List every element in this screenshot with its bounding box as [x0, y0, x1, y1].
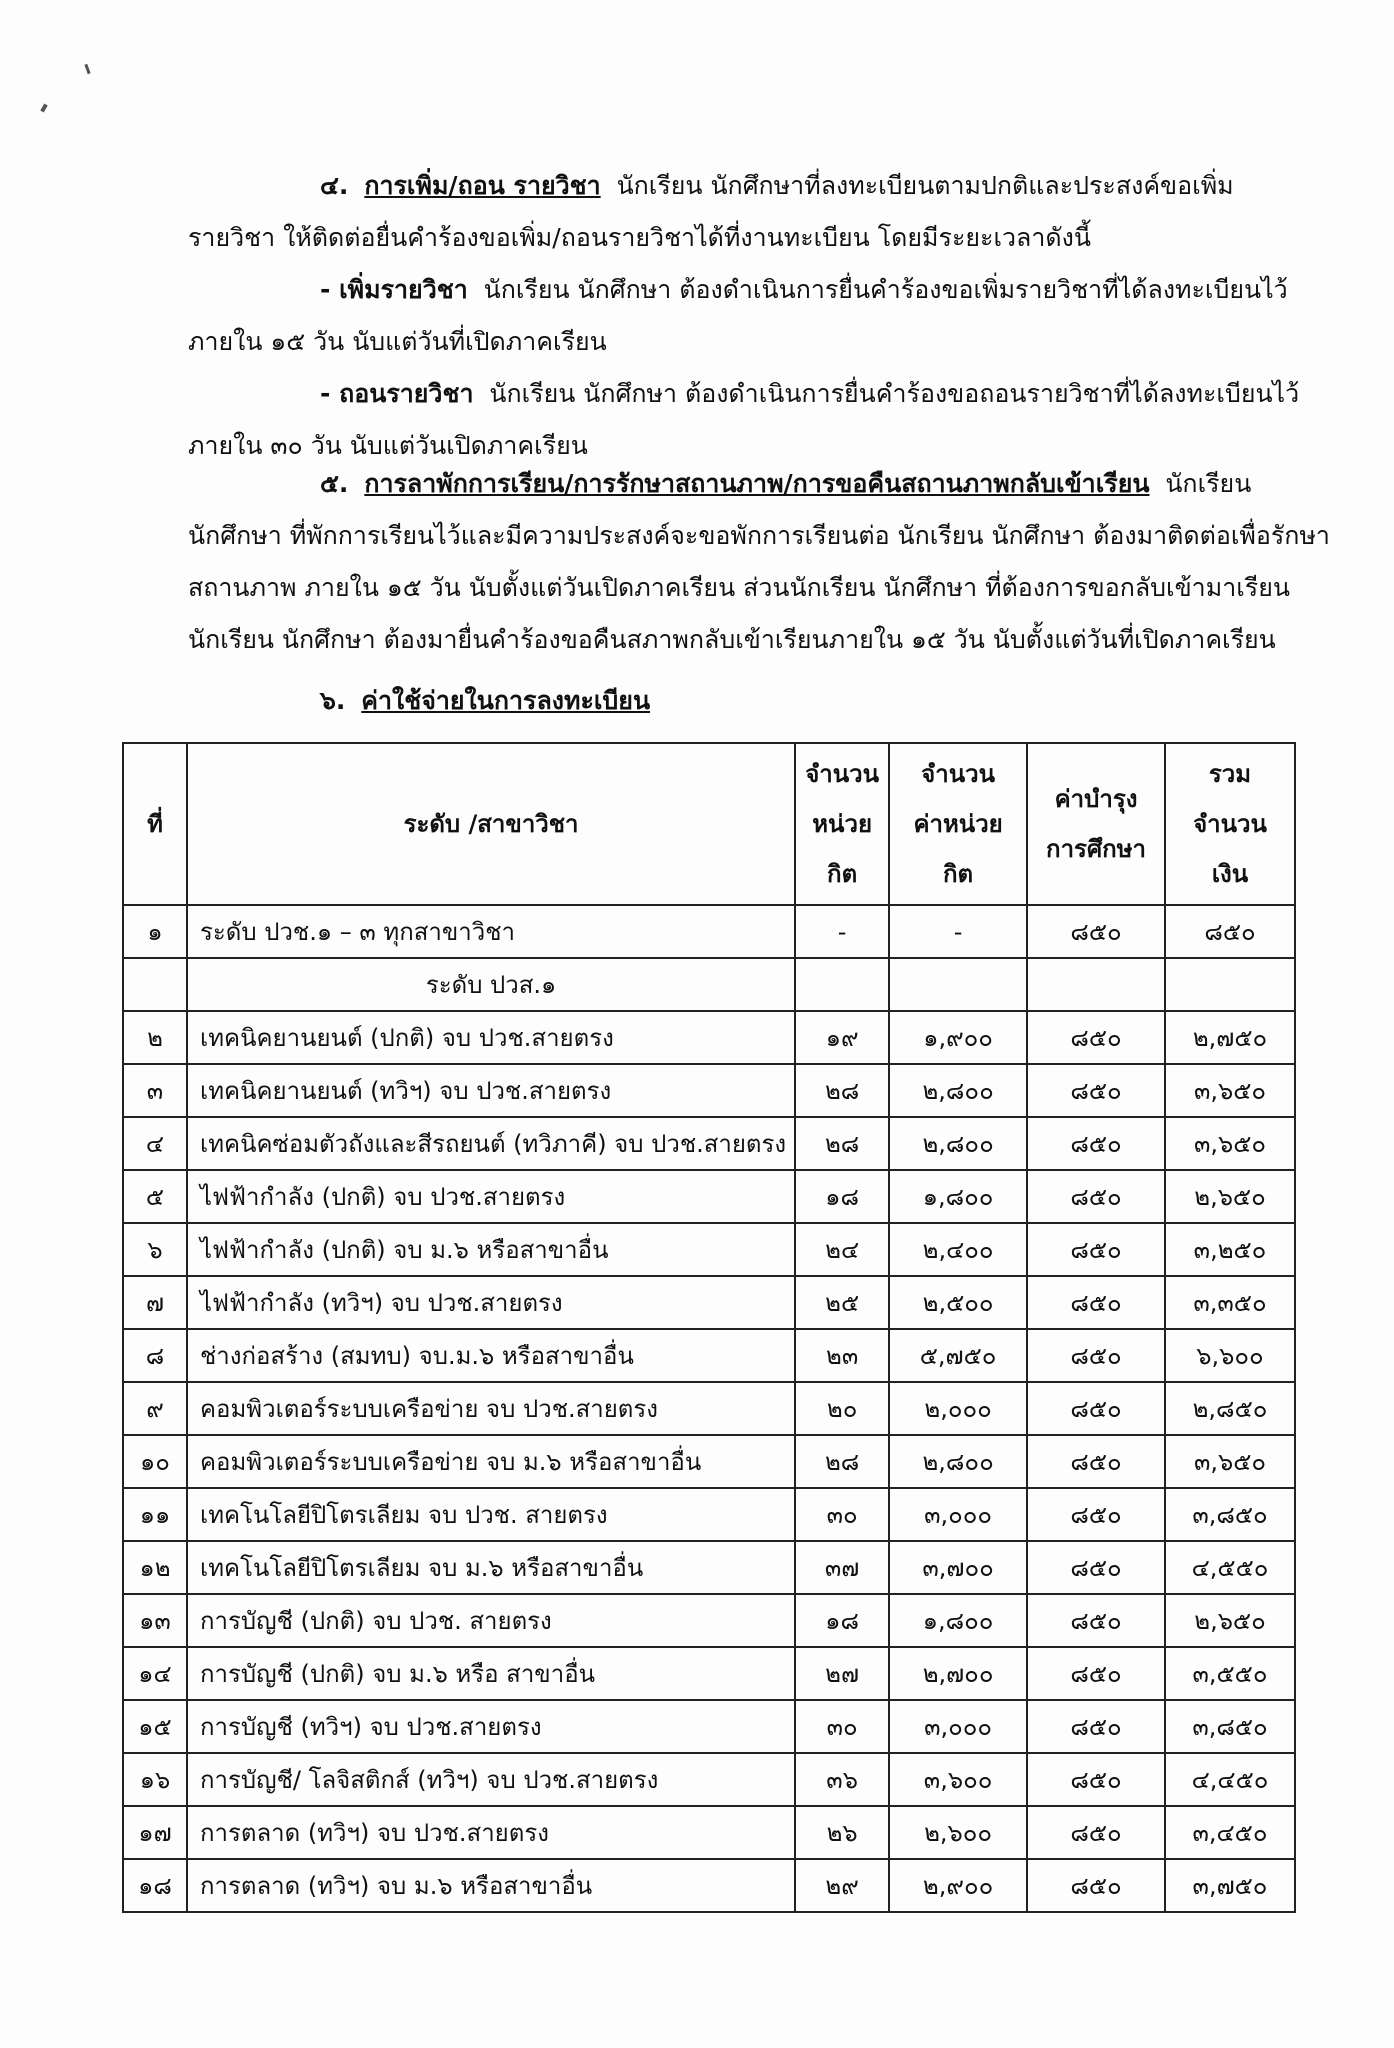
cell-program: ระดับ ปวช.๑ – ๓ ทุกสาขาวิชา [187, 905, 795, 958]
drop-course-text: นักเรียน นักศึกษา ต้องดำเนินการยื่นคำร้องขอถอนรายวิชาที่ได้ลงทะเบียนไว้ [489, 379, 1300, 408]
cell-tuition: ๘๕๐ [1027, 1594, 1165, 1647]
cell-units: ๒๙ [795, 1859, 889, 1912]
table-row [123, 1276, 1295, 1329]
section-5-line-4: นักเรียน นักศึกษา ต้องมายื่นคำร้องขอคืนสภาพกลับเข้าเรียนภายใน ๑๕ วัน นับตั้งแต่วันที่เปิดภาคเรียน [188, 625, 1276, 654]
header-unit-fee-l3: กิต [943, 860, 974, 888]
cell-total: ๓,๗๕๐ [1165, 1859, 1295, 1912]
cell-total: ๖,๖๐๐ [1165, 1329, 1295, 1382]
header-units-l1: จำนวน [805, 760, 880, 788]
scan-mark [84, 64, 90, 74]
cell-program: การบัญชี (ทวิฯ) จบ ปวช.สายตรง [187, 1700, 795, 1753]
table-row [123, 1011, 1295, 1064]
table-row [123, 1064, 1295, 1117]
section-5-number: ๕. [320, 469, 349, 498]
cell-units: ๓๐ [795, 1488, 889, 1541]
cell-tuition: ๘๕๐ [1027, 1488, 1165, 1541]
cell-no: ๑๔ [123, 1647, 187, 1700]
cell-program: การบัญชี/ โลจิสติกส์ (ทวิฯ) จบ ปวช.สายตรง [187, 1753, 795, 1806]
cell-units: ๓๗ [795, 1541, 889, 1594]
section-5-line-3: สถานภาพ ภายใน ๑๕ วัน นับตั้งแต่วันเปิดภาคเรียน ส่วนนักเรียน นักศึกษา ที่ต้องการขอกลับเข้ามาเรียน [188, 573, 1290, 602]
section-5-line-1-tail: นักเรียน [1165, 469, 1252, 498]
cell-total: ๓,๖๕๐ [1165, 1435, 1295, 1488]
cell-total: ๓,๒๕๐ [1165, 1223, 1295, 1276]
cell-tuition: ๘๕๐ [1027, 1064, 1165, 1117]
table-row [123, 1806, 1295, 1859]
cell-program: ช่างก่อสร้าง (สมทบ) จบ.ม.๖ หรือสาขาอื่น [187, 1329, 795, 1382]
cell-unit-fee: ๑,๙๐๐ [889, 1011, 1027, 1064]
cell-tuition: ๘๕๐ [1027, 1647, 1165, 1700]
cell-tuition: ๘๕๐ [1027, 1859, 1165, 1912]
add-course-deadline: ภายใน ๑๕ วัน นับแต่วันที่เปิดภาคเรียน [188, 327, 607, 356]
header-units-l3: กิต [827, 860, 858, 888]
cell-unit-fee: - [889, 905, 1027, 958]
table-header-row [123, 743, 1295, 905]
cell-no: ๑ [123, 905, 187, 958]
cell-tuition: ๘๕๐ [1027, 1435, 1165, 1488]
cell-unit-fee: ๒,๗๐๐ [889, 1647, 1027, 1700]
cell-empty [1027, 958, 1165, 1011]
cell-units: ๒๘ [795, 1064, 889, 1117]
drop-course-label: - ถอนรายวิชา [320, 379, 474, 408]
cell-no: ๕ [123, 1170, 187, 1223]
table-row [123, 1647, 1295, 1700]
cell-unit-fee: ๒,๘๐๐ [889, 1435, 1027, 1488]
cell-program: การตลาด (ทวิฯ) จบ ปวช.สายตรง [187, 1806, 795, 1859]
header-total-l2: จำนวน [1193, 810, 1267, 838]
cell-program: ไฟฟ้ากำลัง (ทวิฯ) จบ ปวช.สายตรง [187, 1276, 795, 1329]
header-no: ที่ [123, 743, 187, 905]
scan-mark [40, 104, 47, 113]
cell-no: ๔ [123, 1117, 187, 1170]
cell-total: ๓,๖๕๐ [1165, 1117, 1295, 1170]
table-row [123, 1329, 1295, 1382]
section-5-line-1 [188, 458, 1268, 510]
cell-tuition: ๘๕๐ [1027, 1117, 1165, 1170]
add-course-text: นักเรียน นักศึกษา ต้องดำเนินการยื่นคำร้องขอเพิ่มรายวิชาที่ได้ลงทะเบียนไว้ [483, 275, 1288, 304]
cell-units: ๒๘ [795, 1117, 889, 1170]
cell-no: ๒ [123, 1011, 187, 1064]
cell-unit-fee: ๓,๐๐๐ [889, 1488, 1027, 1541]
table-row [123, 1223, 1295, 1276]
table-subheader-row [123, 958, 1295, 1011]
cell-units: ๑๙ [795, 1011, 889, 1064]
add-course-line [188, 264, 1288, 316]
drop-course-line [188, 368, 1300, 420]
section-4-title: การเพิ่ม/ถอน รายวิชา [364, 171, 601, 200]
cell-no: ๑๐ [123, 1435, 187, 1488]
section-4-line-2: รายวิชา ให้ติดต่อยื่นคำร้องขอเพิ่ม/ถอนรายวิชาได้ที่งานทะเบียน โดยมีระยะเวลาดังนี้ [188, 223, 1091, 252]
cell-total: ๓,๓๕๐ [1165, 1276, 1295, 1329]
cell-program: ไฟฟ้ากำลัง (ปกติ) จบ ปวช.สายตรง [187, 1170, 795, 1223]
drop-course-deadline: ภายใน ๓๐ วัน นับแต่วันเปิดภาคเรียน [188, 431, 588, 460]
header-unit-fee-l2: ค่าหน่วย [913, 810, 1003, 838]
cell-tuition: ๘๕๐ [1027, 1329, 1165, 1382]
cell-empty [123, 958, 187, 1011]
cell-tuition: ๘๕๐ [1027, 1382, 1165, 1435]
cell-unit-fee: ๒,๘๐๐ [889, 1117, 1027, 1170]
section-4 [188, 160, 1300, 472]
cell-total: ๓,๖๕๐ [1165, 1064, 1295, 1117]
header-program: ระดับ /สาขาวิชา [187, 743, 795, 905]
cell-empty [1165, 958, 1295, 1011]
section-5-line-2: นักศึกษา ที่พักการเรียนไว้และมีความประสงค์จะขอพักการเรียนต่อ นักเรียน นักศึกษา ต้องมาติดต่อเพื่อรักษา [188, 521, 1330, 550]
cell-units: ๑๘ [795, 1170, 889, 1223]
cell-tuition: ๘๕๐ [1027, 1276, 1165, 1329]
cell-total: ๒,๖๕๐ [1165, 1170, 1295, 1223]
registration-fee-table [122, 742, 1296, 1913]
table-row [123, 1117, 1295, 1170]
cell-no: ๑๗ [123, 1806, 187, 1859]
cell-program: การตลาด (ทวิฯ) จบ ม.๖ หรือสาขาอื่น [187, 1859, 795, 1912]
cell-total: ๒,๘๕๐ [1165, 1382, 1295, 1435]
cell-units: ๒๓ [795, 1329, 889, 1382]
cell-no: ๑๒ [123, 1541, 187, 1594]
cell-no: ๑๘ [123, 1859, 187, 1912]
cell-tuition: ๘๕๐ [1027, 1700, 1165, 1753]
cell-program: เทคนิคยานยนต์ (ทวิฯ) จบ ปวช.สายตรง [187, 1064, 795, 1117]
cell-no: ๙ [123, 1382, 187, 1435]
section-4-number: ๔. [320, 171, 349, 200]
cell-subheader: ระดับ ปวส.๑ [187, 958, 795, 1011]
table-row [123, 1700, 1295, 1753]
table-row [123, 1541, 1295, 1594]
cell-program: เทคโนโลยีปิโตรเลียม จบ ม.๖ หรือสาขาอื่น [187, 1541, 795, 1594]
cell-units: ๒๘ [795, 1435, 889, 1488]
header-unit-fee [889, 743, 1027, 905]
header-total-l3: เงิน [1211, 860, 1249, 888]
cell-total: ๓,๕๕๐ [1165, 1647, 1295, 1700]
cell-program: เทคโนโลยีปิโตรเลียม จบ ปวช. สายตรง [187, 1488, 795, 1541]
cell-units: ๓๐ [795, 1700, 889, 1753]
header-tuition-l1: ค่าบำรุง [1054, 785, 1138, 813]
section-6-heading [188, 675, 1268, 727]
header-units-l2: หน่วย [812, 810, 872, 838]
header-total [1165, 743, 1295, 905]
cell-total: ๒,๖๕๐ [1165, 1594, 1295, 1647]
cell-tuition: ๘๕๐ [1027, 1753, 1165, 1806]
header-total-l1: รวม [1208, 760, 1252, 788]
cell-tuition: ๘๕๐ [1027, 1806, 1165, 1859]
cell-units: ๓๖ [795, 1753, 889, 1806]
cell-empty [795, 958, 889, 1011]
cell-unit-fee: ๒,๘๐๐ [889, 1064, 1027, 1117]
cell-unit-fee: ๓,๗๐๐ [889, 1541, 1027, 1594]
header-unit-fee-l1: จำนวน [921, 760, 995, 788]
cell-no: ๑๕ [123, 1700, 187, 1753]
cell-empty [889, 958, 1027, 1011]
cell-program: การบัญชี (ปกติ) จบ ม.๖ หรือ สาขาอื่น [187, 1647, 795, 1700]
cell-tuition: ๘๕๐ [1027, 1170, 1165, 1223]
table-row [123, 1753, 1295, 1806]
cell-units: ๑๘ [795, 1594, 889, 1647]
cell-unit-fee: ๑,๘๐๐ [889, 1594, 1027, 1647]
cell-total: ๘๕๐ [1165, 905, 1295, 958]
section-6-title: ค่าใช้จ่ายในการลงทะเบียน [361, 686, 651, 715]
cell-total: ๔,๕๕๐ [1165, 1541, 1295, 1594]
cell-no: ๗ [123, 1276, 187, 1329]
cell-program: เทคนิคซ่อมตัวถังและสีรถยนต์ (ทวิภาคี) จบ ปวช.สายตรง [187, 1117, 795, 1170]
cell-no: ๘ [123, 1329, 187, 1382]
cell-unit-fee: ๒,๐๐๐ [889, 1382, 1027, 1435]
cell-tuition: ๘๕๐ [1027, 1011, 1165, 1064]
cell-units: ๒๔ [795, 1223, 889, 1276]
cell-units: ๒๕ [795, 1276, 889, 1329]
cell-unit-fee: ๓,๐๐๐ [889, 1700, 1027, 1753]
section-4-line-1 [188, 160, 1268, 212]
cell-units: - [795, 905, 889, 958]
table-row [123, 1382, 1295, 1435]
cell-no: ๖ [123, 1223, 187, 1276]
cell-unit-fee: ๑,๘๐๐ [889, 1170, 1027, 1223]
cell-unit-fee: ๒,๖๐๐ [889, 1806, 1027, 1859]
table-row [123, 1594, 1295, 1647]
cell-units: ๒๖ [795, 1806, 889, 1859]
section-5 [188, 458, 1330, 666]
cell-no: ๓ [123, 1064, 187, 1117]
cell-unit-fee: ๕,๗๕๐ [889, 1329, 1027, 1382]
table-row [123, 1488, 1295, 1541]
cell-no: ๑๑ [123, 1488, 187, 1541]
cell-total: ๒,๗๕๐ [1165, 1011, 1295, 1064]
cell-total: ๔,๔๕๐ [1165, 1753, 1295, 1806]
cell-no: ๑๓ [123, 1594, 187, 1647]
cell-tuition: ๘๕๐ [1027, 1223, 1165, 1276]
cell-units: ๒๐ [795, 1382, 889, 1435]
cell-program: เทคนิคยานยนต์ (ปกติ) จบ ปวช.สายตรง [187, 1011, 795, 1064]
cell-program: คอมพิวเตอร์ระบบเครือข่าย จบ ม.๖ หรือสาขาอื่น [187, 1435, 795, 1488]
header-units [795, 743, 889, 905]
cell-unit-fee: ๓,๖๐๐ [889, 1753, 1027, 1806]
section-4-intro: นักเรียน นักศึกษาที่ลงทะเบียนตามปกติและประสงค์ขอเพิ่ม [616, 171, 1234, 200]
cell-program: ไฟฟ้ากำลัง (ปกติ) จบ ม.๖ หรือสาขาอื่น [187, 1223, 795, 1276]
cell-total: ๓,๘๕๐ [1165, 1700, 1295, 1753]
section-6 [188, 675, 1268, 727]
table-row [123, 1170, 1295, 1223]
header-tuition-l2: การศึกษา [1046, 835, 1147, 863]
cell-total: ๓,๘๕๐ [1165, 1488, 1295, 1541]
add-course-label: - เพิ่มรายวิชา [320, 275, 468, 304]
section-5-title: การลาพักการเรียน/การรักษาสถานภาพ/การขอคืนสถานภาพกลับเข้าเรียน [364, 469, 1150, 498]
cell-unit-fee: ๒,๙๐๐ [889, 1859, 1027, 1912]
cell-units: ๒๗ [795, 1647, 889, 1700]
cell-total: ๓,๔๕๐ [1165, 1806, 1295, 1859]
section-6-number: ๖. [320, 686, 346, 715]
cell-program: คอมพิวเตอร์ระบบเครือข่าย จบ ปวช.สายตรง [187, 1382, 795, 1435]
cell-no: ๑๖ [123, 1753, 187, 1806]
table-row [123, 1435, 1295, 1488]
header-tuition [1027, 743, 1165, 905]
table-row [123, 905, 1295, 958]
cell-program: การบัญชี (ปกติ) จบ ปวช. สายตรง [187, 1594, 795, 1647]
cell-tuition: ๘๕๐ [1027, 1541, 1165, 1594]
cell-unit-fee: ๒,๔๐๐ [889, 1223, 1027, 1276]
cell-unit-fee: ๒,๕๐๐ [889, 1276, 1027, 1329]
cell-tuition: ๘๕๐ [1027, 905, 1165, 958]
table-row [123, 1859, 1295, 1912]
